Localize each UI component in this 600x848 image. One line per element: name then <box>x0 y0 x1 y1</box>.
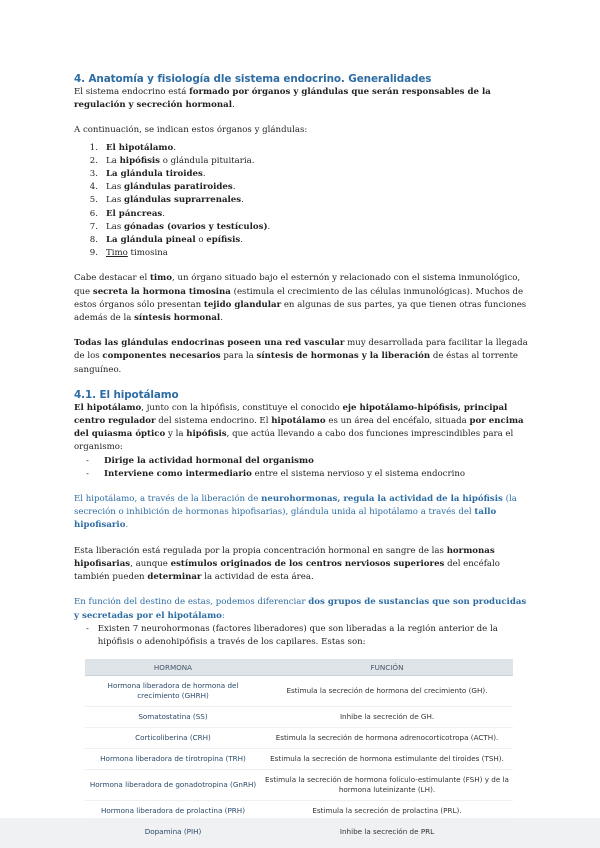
list-item: - Interviene como intermediario entre el sistema nervioso y el sistema endocrino <box>86 468 466 479</box>
groups-list <box>74 623 534 649</box>
list-item: 9. Timo timosina <box>89 248 168 259</box>
table-row: Corticoliberina (CRH) Estimula la secreción de hormona adrenocorticotropa (ACTH). <box>85 728 513 749</box>
organ-list <box>74 142 534 261</box>
list-item: 2. La hipófisis o glándula pituitaria. <box>89 155 255 166</box>
list-intro: A continuación, se indican estos órganos y glándulas: <box>74 125 308 136</box>
hipotalamo-paragraph: El hipotálamo, junto con la hipófisis, constituye el conocido eje hipotálamo-hipófisis, principal centro regulador del sistema endocrino. El hipotálamo es un área del encéfalo, situada por encima del quiasma óptico y la hipófisis, que actúa llevando a cabo dos funciones imprescindibles para el organismo: <box>74 402 524 453</box>
document-content <box>74 73 534 843</box>
list-item: 6. El páncreas. <box>89 208 166 219</box>
list-item: 4. Las glándulas paratiroides. <box>89 182 236 193</box>
list-item: 7. Las gónadas (ovarios y testículos). <box>89 221 271 232</box>
section-heading-4-1: 4.1. El hipotálamo <box>74 388 179 401</box>
list-item: 1. El hipotálamo. <box>89 142 176 153</box>
table-row: Hormona liberadora de gonadotropina (GnRH) Estimula la secreción de hormona folículo-estimulante (FSH) y de la hormona luteinizante (LH). <box>85 770 513 801</box>
list-item: - Existen 7 neurohormonas (factores liberadores) que son liberadas a la región anterior de la hipófisis o adenohipófisis a través de los capilares. Estas son: <box>86 623 498 647</box>
table-row: Hormona liberadora de hormona del crecimiento (GHRH) Estimula la secreción de hormona del crecimiento (GH). <box>85 676 513 707</box>
list-item: 5. Las glándulas suprarrenales. <box>89 195 244 206</box>
list-item: 8. La glándula pineal o epífisis. <box>89 235 243 246</box>
neurohormonas-paragraph: El hipotálamo, a través de la liberación de neurohormonas, regula la actividad de la hipófisis (la secreción o inhibición de hormonas hipofisarias), glándula unida al hipotálamo a través del tallo hipofisario. <box>74 494 517 531</box>
list-item: - Dirige la actividad hormonal del organismo <box>86 455 314 466</box>
intro-paragraph: El sistema endocrino está formado por órganos y glándulas que serán responsables de la regulación y secreción hormonal. <box>74 87 491 111</box>
list-item: 3. La glándula tiroides. <box>89 169 206 180</box>
table-row: Somatostatina (SS) Inhibe la secreción de GH. <box>85 707 513 728</box>
section-heading-4: 4. Anatomía y fisiología dle sistema endocrino. Generalidades <box>74 73 432 85</box>
column-header-funcion: FUNCIÓN <box>261 659 513 676</box>
table-header-row <box>85 659 513 676</box>
groups-paragraph: En función del destino de estas, podemos diferenciar dos grupos de sustancias que son producidas y secretadas por el hipotálamo: <box>74 597 527 621</box>
table-row: Hormona liberadora de tirotropina (TRH) Estimula la secreción de hormona estimulante del tiroides (TSH). <box>85 749 513 770</box>
hormone-table <box>85 659 513 843</box>
column-header-hormona: HORMONA <box>85 659 261 676</box>
function-list <box>74 455 534 481</box>
table-row: Dopamina (PIH) Inhibe la secreción de PRL <box>85 822 513 843</box>
timo-paragraph: Cabe destacar el timo, un órgano situado bajo el esternón y relacionado con el sistema inmunológico, que secreta la hormona timosina (estimula el crecimiento de las células inmunológicas). Muchos de estos órganos sólo presentan tejido glandular en algunas de sus partes, ya que tienen otras funciones además de la síntesis hormonal. <box>74 273 527 324</box>
regulation-paragraph: Esta liberación está regulada por la propia concentración hormonal en sangre de las hormonas hipofisarias, aunque estímulos originados de los centros nerviosos superiores del encéfalo también pueden determinar la actividad de esta área. <box>74 545 500 583</box>
vascular-paragraph: Todas las glándulas endocrinas poseen una red vascular muy desarrollada para facilitar la llegada de los componentes necesarios para la síntesis de hormonas y la liberación de éstas al torrente sanguíneo. <box>74 338 528 375</box>
table-row: Hormona liberadora de prolactina (PRH) Estimula la secreción de prolactina (PRL). <box>85 801 513 822</box>
